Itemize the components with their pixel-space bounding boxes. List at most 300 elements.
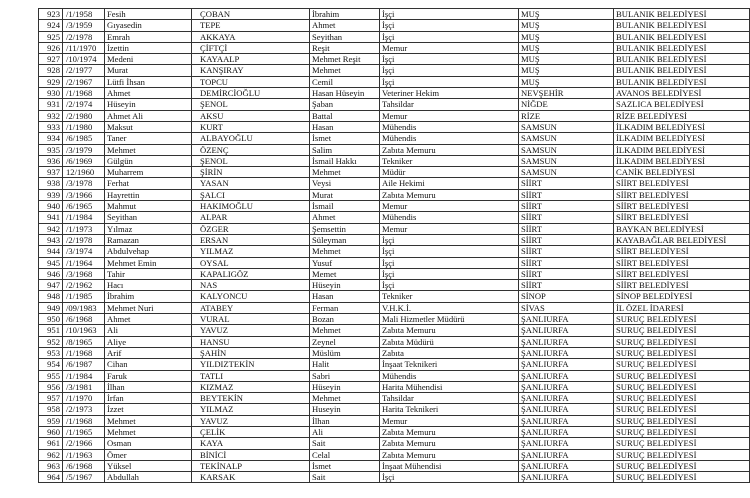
father-name-cell: Şaban	[310, 99, 380, 110]
first-name-cell: İzettin	[105, 42, 192, 53]
job-title-cell: Harita Teknikeri	[380, 404, 519, 415]
surname-cell: KARSAK	[192, 472, 310, 483]
birth-date-cell: /10/1974	[63, 54, 105, 65]
job-title-cell: İşçi	[380, 76, 519, 87]
job-title-cell: Aile Hekimi	[380, 178, 519, 189]
job-title-cell: Tahsildar	[380, 393, 519, 404]
surname-cell: VURAL	[192, 314, 310, 325]
table-row	[39, 426, 750, 437]
father-name-cell: Veysi	[310, 178, 380, 189]
table-row	[39, 144, 750, 155]
institution-cell: BULANIK BELEDİYESİ	[614, 65, 750, 76]
province-cell: SİİRT	[519, 178, 614, 189]
table-row	[39, 370, 750, 381]
institution-cell: İLKADIM BELEDİYESİ	[614, 144, 750, 155]
father-name-cell: Hasan	[310, 291, 380, 302]
province-cell: ŞANLIURFA	[519, 325, 614, 336]
surname-cell: YILMAZ	[192, 246, 310, 257]
birth-date-cell: /3/1968	[63, 268, 105, 279]
table-row	[39, 268, 750, 279]
first-name-cell: Arif	[105, 347, 192, 358]
province-cell: MUŞ	[519, 31, 614, 42]
province-cell: ŞANLIURFA	[519, 404, 614, 415]
birth-date-cell: /2/1973	[63, 404, 105, 415]
father-name-cell: Süleyman	[310, 234, 380, 245]
table-row	[39, 212, 750, 223]
birth-date-cell: /2/1980	[63, 110, 105, 121]
first-name-cell: Ahmet	[105, 88, 192, 99]
surname-cell: ERSAN	[192, 234, 310, 245]
birth-date-cell: /10/1963	[63, 325, 105, 336]
job-title-cell: Zabıta Memuru	[380, 325, 519, 336]
surname-cell: NAS	[192, 280, 310, 291]
row-number-cell: 956	[39, 381, 63, 392]
table-row	[39, 99, 750, 110]
surname-cell: ÖZENÇ	[192, 144, 310, 155]
birth-date-cell: /2/1978	[63, 234, 105, 245]
birth-date-cell: /3/1974	[63, 246, 105, 257]
institution-cell: SİİRT BELEDİYESİ	[614, 212, 750, 223]
province-cell: SİİRT	[519, 268, 614, 279]
job-title-cell: Zabıta Memuru	[380, 438, 519, 449]
first-name-cell: Muharrem	[105, 167, 192, 178]
institution-cell: AVANOS BELEDİYESİ	[614, 88, 750, 99]
father-name-cell: İsmet	[310, 460, 380, 471]
birth-date-cell: /1/1968	[63, 347, 105, 358]
institution-cell: SİİRT BELEDİYESİ	[614, 257, 750, 268]
surname-cell: BİNİCİ	[192, 449, 310, 460]
surname-cell: KIZMAZ	[192, 381, 310, 392]
surname-cell: AKSU	[192, 110, 310, 121]
first-name-cell: Faruk	[105, 370, 192, 381]
table-row	[39, 291, 750, 302]
father-name-cell: İbrahim	[310, 9, 380, 20]
job-title-cell: İşçi	[380, 20, 519, 31]
row-number-cell: 955	[39, 370, 63, 381]
table-row	[39, 404, 750, 415]
birth-date-cell: /6/1968	[63, 314, 105, 325]
job-title-cell: Mühendis	[380, 121, 519, 132]
province-cell: ŞANLIURFA	[519, 359, 614, 370]
birth-date-cell: /1/1985	[63, 291, 105, 302]
job-title-cell: Zabıta Müdürü	[380, 336, 519, 347]
row-number-cell: 964	[39, 472, 63, 483]
row-number-cell: 941	[39, 212, 63, 223]
province-cell: MUŞ	[519, 54, 614, 65]
row-number-cell: 939	[39, 189, 63, 200]
first-name-cell: Gıyasedin	[105, 20, 192, 31]
institution-cell: SURUÇ BELEDİYESİ	[614, 381, 750, 392]
birth-date-cell: /2/1974	[63, 99, 105, 110]
job-title-cell: Harita Mühendisi	[380, 381, 519, 392]
province-cell: ŞANLIURFA	[519, 370, 614, 381]
first-name-cell: Aliye	[105, 336, 192, 347]
job-title-cell: İşçi	[380, 246, 519, 257]
table-row	[39, 449, 750, 460]
surname-cell: ALBAYOĞLU	[192, 133, 310, 144]
province-cell: SİİRT	[519, 189, 614, 200]
table-row	[39, 381, 750, 392]
father-name-cell: İsmail	[310, 201, 380, 212]
birth-date-cell: /3/1966	[63, 189, 105, 200]
father-name-cell: Sabri	[310, 370, 380, 381]
first-name-cell: Ahmet	[105, 314, 192, 325]
row-number-cell: 949	[39, 302, 63, 313]
surname-cell: KALYONCU	[192, 291, 310, 302]
father-name-cell: Zeynel	[310, 336, 380, 347]
province-cell: ŞANLIURFA	[519, 347, 614, 358]
father-name-cell: Mehmet	[310, 167, 380, 178]
first-name-cell: İrfan	[105, 393, 192, 404]
father-name-cell: Reşit	[310, 42, 380, 53]
birth-date-cell: /1/1963	[63, 449, 105, 460]
father-name-cell: İlhan	[310, 415, 380, 426]
surname-cell: ÖZGER	[192, 223, 310, 234]
table-row	[39, 302, 750, 313]
table-row	[39, 359, 750, 370]
father-name-cell: Mehmet Reşit	[310, 54, 380, 65]
province-cell: SAMSUN	[519, 155, 614, 166]
province-cell: ŞANLIURFA	[519, 449, 614, 460]
first-name-cell: Fesih	[105, 9, 192, 20]
row-number-cell: 934	[39, 133, 63, 144]
institution-cell: SURUÇ BELEDİYESİ	[614, 438, 750, 449]
surname-cell: OYSAL	[192, 257, 310, 268]
institution-cell: BULANIK BELEDİYESİ	[614, 54, 750, 65]
province-cell: ŞANLIURFA	[519, 336, 614, 347]
birth-date-cell: /1/1968	[63, 88, 105, 99]
father-name-cell: Ali	[310, 426, 380, 437]
birth-date-cell: /1/1968	[63, 415, 105, 426]
row-number-cell: 948	[39, 291, 63, 302]
surname-cell: ATABEY	[192, 302, 310, 313]
province-cell: ŞANLIURFA	[519, 426, 614, 437]
surname-cell: DEMİRCİOĞLU	[192, 88, 310, 99]
birth-date-cell: /6/1965	[63, 201, 105, 212]
row-number-cell: 928	[39, 65, 63, 76]
table-row	[39, 246, 750, 257]
first-name-cell: İbrahim	[105, 291, 192, 302]
father-name-cell: İsmet	[310, 133, 380, 144]
first-name-cell: Abdulvehap	[105, 246, 192, 257]
first-name-cell: Seyithan	[105, 212, 192, 223]
job-title-cell: Zabıta Memuru	[380, 449, 519, 460]
father-name-cell: Battal	[310, 110, 380, 121]
job-title-cell: Mühendis	[380, 133, 519, 144]
institution-cell: SURUÇ BELEDİYESİ	[614, 415, 750, 426]
job-title-cell: Veteriner Hekim	[380, 88, 519, 99]
table-row	[39, 121, 750, 132]
job-title-cell: İşçi	[380, 472, 519, 483]
table-row	[39, 393, 750, 404]
surname-cell: KAYAALP	[192, 54, 310, 65]
surname-cell: YAVUZ	[192, 325, 310, 336]
father-name-cell: Celal	[310, 449, 380, 460]
institution-cell: SİİRT BELEDİYESİ	[614, 178, 750, 189]
row-number-cell: 953	[39, 347, 63, 358]
birth-date-cell: /6/1985	[63, 133, 105, 144]
birth-date-cell: /2/1962	[63, 280, 105, 291]
birth-date-cell: /3/1981	[63, 381, 105, 392]
row-number-cell: 930	[39, 88, 63, 99]
job-title-cell: İşçi	[380, 280, 519, 291]
province-cell: SAMSUN	[519, 121, 614, 132]
birth-date-cell: /1/1958	[63, 9, 105, 20]
institution-cell: İL ÖZEL İDARESİ	[614, 302, 750, 313]
row-number-cell: 933	[39, 121, 63, 132]
father-name-cell: Memet	[310, 268, 380, 279]
first-name-cell: Hacı	[105, 280, 192, 291]
first-name-cell: Gülgün	[105, 155, 192, 166]
table-row	[39, 415, 750, 426]
surname-cell: ŞAHİN	[192, 347, 310, 358]
surname-cell: YILDIZTEKİN	[192, 359, 310, 370]
table-row	[39, 110, 750, 121]
row-number-cell: 952	[39, 336, 63, 347]
institution-cell: SURUÇ BELEDİYESİ	[614, 393, 750, 404]
province-cell: ŞANLIURFA	[519, 472, 614, 483]
surname-cell: YAVUZ	[192, 415, 310, 426]
surname-cell: KAYA	[192, 438, 310, 449]
institution-cell: SURUÇ BELEDİYESİ	[614, 449, 750, 460]
birth-date-cell: /2/1978	[63, 31, 105, 42]
province-cell: MUŞ	[519, 65, 614, 76]
father-name-cell: Müslüm	[310, 347, 380, 358]
table-row	[39, 9, 750, 20]
province-cell: SİİRT	[519, 246, 614, 257]
surname-cell: KAPALIGÖZ	[192, 268, 310, 279]
row-number-cell: 938	[39, 178, 63, 189]
table-body	[39, 9, 750, 483]
surname-cell: YASAN	[192, 178, 310, 189]
surname-cell: ÇELİK	[192, 426, 310, 437]
surname-cell: ŞENOL	[192, 99, 310, 110]
birth-date-cell: /1/1984	[63, 212, 105, 223]
row-number-cell: 923	[39, 9, 63, 20]
surname-cell: TOPCU	[192, 76, 310, 87]
birth-date-cell: /1/1980	[63, 121, 105, 132]
first-name-cell: Yüksel	[105, 460, 192, 471]
father-name-cell: Hasan Hüseyin	[310, 88, 380, 99]
job-title-cell: İşçi	[380, 257, 519, 268]
birth-date-cell: /5/1967	[63, 472, 105, 483]
institution-cell: SURUÇ BELEDİYESİ	[614, 347, 750, 358]
birth-date-cell: /11/1970	[63, 42, 105, 53]
first-name-cell: Emrah	[105, 31, 192, 42]
job-title-cell: Memur	[380, 42, 519, 53]
table-row	[39, 189, 750, 200]
table-row	[39, 76, 750, 87]
birth-date-cell: /6/1969	[63, 155, 105, 166]
row-number-cell: 926	[39, 42, 63, 53]
father-name-cell: Salim	[310, 144, 380, 155]
surname-cell: ALPAR	[192, 212, 310, 223]
father-name-cell: Hasan	[310, 121, 380, 132]
institution-cell: CANİK BELEDİYESİ	[614, 167, 750, 178]
row-number-cell: 936	[39, 155, 63, 166]
first-name-cell: Hüseyin	[105, 99, 192, 110]
row-number-cell: 962	[39, 449, 63, 460]
institution-cell: SURUÇ BELEDİYESİ	[614, 359, 750, 370]
table-row	[39, 314, 750, 325]
birth-date-cell: /1/1973	[63, 223, 105, 234]
birth-date-cell: /8/1965	[63, 336, 105, 347]
province-cell: SİİRT	[519, 223, 614, 234]
row-number-cell: 940	[39, 201, 63, 212]
birth-date-cell: /6/1968	[63, 460, 105, 471]
first-name-cell: Ahmet Ali	[105, 110, 192, 121]
father-name-cell: Hüseyin	[310, 381, 380, 392]
birth-date-cell: /3/1959	[63, 20, 105, 31]
table-row	[39, 257, 750, 268]
father-name-cell: Seyithan	[310, 31, 380, 42]
job-title-cell: İşçi	[380, 31, 519, 42]
job-title-cell: Mühendis	[380, 212, 519, 223]
father-name-cell: Ahmet	[310, 20, 380, 31]
surname-cell: TATLI	[192, 370, 310, 381]
table-row	[39, 336, 750, 347]
birth-date-cell: /1/1984	[63, 370, 105, 381]
job-title-cell: V.H.K.İ.	[380, 302, 519, 313]
province-cell: SAMSUN	[519, 144, 614, 155]
father-name-cell: İsmail Hakkı	[310, 155, 380, 166]
row-number-cell: 925	[39, 31, 63, 42]
surname-cell: HANSU	[192, 336, 310, 347]
first-name-cell: Medeni	[105, 54, 192, 65]
row-number-cell: 963	[39, 460, 63, 471]
birth-date-cell: /6/1987	[63, 359, 105, 370]
surname-cell: TEPE	[192, 20, 310, 31]
father-name-cell: Murat	[310, 189, 380, 200]
father-name-cell: Bozan	[310, 314, 380, 325]
job-title-cell: Tekniker	[380, 291, 519, 302]
first-name-cell: Yılmaz	[105, 223, 192, 234]
first-name-cell: Mehmet	[105, 415, 192, 426]
table-row	[39, 472, 750, 483]
table-row	[39, 31, 750, 42]
table-row	[39, 65, 750, 76]
table-row	[39, 42, 750, 53]
first-name-cell: Mehmet Nuri	[105, 302, 192, 313]
first-name-cell: Cihan	[105, 359, 192, 370]
job-title-cell: Memur	[380, 201, 519, 212]
institution-cell: SAZLICA BELEDİYESİ	[614, 99, 750, 110]
table-row	[39, 234, 750, 245]
father-name-cell: Mehmet	[310, 393, 380, 404]
table-row	[39, 178, 750, 189]
row-number-cell: 960	[39, 426, 63, 437]
first-name-cell: İlhan	[105, 381, 192, 392]
surname-cell: KANŞIRAY	[192, 65, 310, 76]
province-cell: SİİRT	[519, 234, 614, 245]
first-name-cell: Maksut	[105, 121, 192, 132]
table-row	[39, 133, 750, 144]
row-number-cell: 945	[39, 257, 63, 268]
province-cell: SİVAS	[519, 302, 614, 313]
institution-cell: BULANIK BELEDİYESİ	[614, 9, 750, 20]
table-row	[39, 280, 750, 291]
father-name-cell: Ferman	[310, 302, 380, 313]
birth-date-cell: 12/1960	[63, 167, 105, 178]
row-number-cell: 951	[39, 325, 63, 336]
surname-cell: ŞENOL	[192, 155, 310, 166]
institution-cell: İLKADIM BELEDİYESİ	[614, 121, 750, 132]
surname-cell: ŞİRİN	[192, 167, 310, 178]
province-cell: MUŞ	[519, 20, 614, 31]
institution-cell: SURUÇ BELEDİYESİ	[614, 325, 750, 336]
father-name-cell: Sait	[310, 472, 380, 483]
table-row	[39, 201, 750, 212]
surname-cell: ÇİFTÇİ	[192, 42, 310, 53]
first-name-cell: Hayrettin	[105, 189, 192, 200]
job-title-cell: İşçi	[380, 9, 519, 20]
first-name-cell: Murat	[105, 65, 192, 76]
father-name-cell: Şemsettin	[310, 223, 380, 234]
birth-date-cell: /2/1977	[63, 65, 105, 76]
institution-cell: SİİRT BELEDİYESİ	[614, 201, 750, 212]
province-cell: MUŞ	[519, 42, 614, 53]
father-name-cell: Yusuf	[310, 257, 380, 268]
table-row	[39, 167, 750, 178]
row-number-cell: 929	[39, 76, 63, 87]
institution-cell: BAYKAN BELEDİYESİ	[614, 223, 750, 234]
birth-date-cell: /3/1978	[63, 178, 105, 189]
table-row	[39, 223, 750, 234]
institution-cell: İLKADIM BELEDİYESİ	[614, 155, 750, 166]
father-name-cell: Cemil	[310, 76, 380, 87]
job-title-cell: Zabıta Memuru	[380, 426, 519, 437]
birth-date-cell: /2/1967	[63, 76, 105, 87]
province-cell: NİĞDE	[519, 99, 614, 110]
row-number-cell: 958	[39, 404, 63, 415]
father-name-cell: Mehmet	[310, 65, 380, 76]
father-name-cell: Huseyin	[310, 404, 380, 415]
job-title-cell: Mühendis	[380, 370, 519, 381]
province-cell: MUŞ	[519, 76, 614, 87]
birth-date-cell: /3/1979	[63, 144, 105, 155]
first-name-cell: İzzet	[105, 404, 192, 415]
father-name-cell: Halit	[310, 359, 380, 370]
institution-cell: SİİRT BELEDİYESİ	[614, 280, 750, 291]
first-name-cell: Taner	[105, 133, 192, 144]
province-cell: ŞANLIURFA	[519, 438, 614, 449]
first-name-cell: Mehmet Emin	[105, 257, 192, 268]
row-number-cell: 961	[39, 438, 63, 449]
surname-cell: ÇOBAN	[192, 9, 310, 20]
row-number-cell: 932	[39, 110, 63, 121]
row-number-cell: 924	[39, 20, 63, 31]
institution-cell: KAYABAĞLAR BELEDİYESİ	[614, 234, 750, 245]
surname-cell: TEKİNALP	[192, 460, 310, 471]
province-cell: SAMSUN	[519, 133, 614, 144]
birth-date-cell: /2/1966	[63, 438, 105, 449]
surname-cell: ŞALCI	[192, 189, 310, 200]
job-title-cell: Memur	[380, 110, 519, 121]
job-title-cell: Zabıta	[380, 347, 519, 358]
row-number-cell: 935	[39, 144, 63, 155]
job-title-cell: Tahsildar	[380, 99, 519, 110]
province-cell: RİZE	[519, 110, 614, 121]
row-number-cell: 943	[39, 234, 63, 245]
row-number-cell: 950	[39, 314, 63, 325]
surname-cell: BEYTEKİN	[192, 393, 310, 404]
surname-cell: AKKAYA	[192, 31, 310, 42]
job-title-cell: İşçi	[380, 65, 519, 76]
table-row	[39, 155, 750, 166]
job-title-cell: İşçi	[380, 234, 519, 245]
row-number-cell: 927	[39, 54, 63, 65]
province-cell: SAMSUN	[519, 167, 614, 178]
